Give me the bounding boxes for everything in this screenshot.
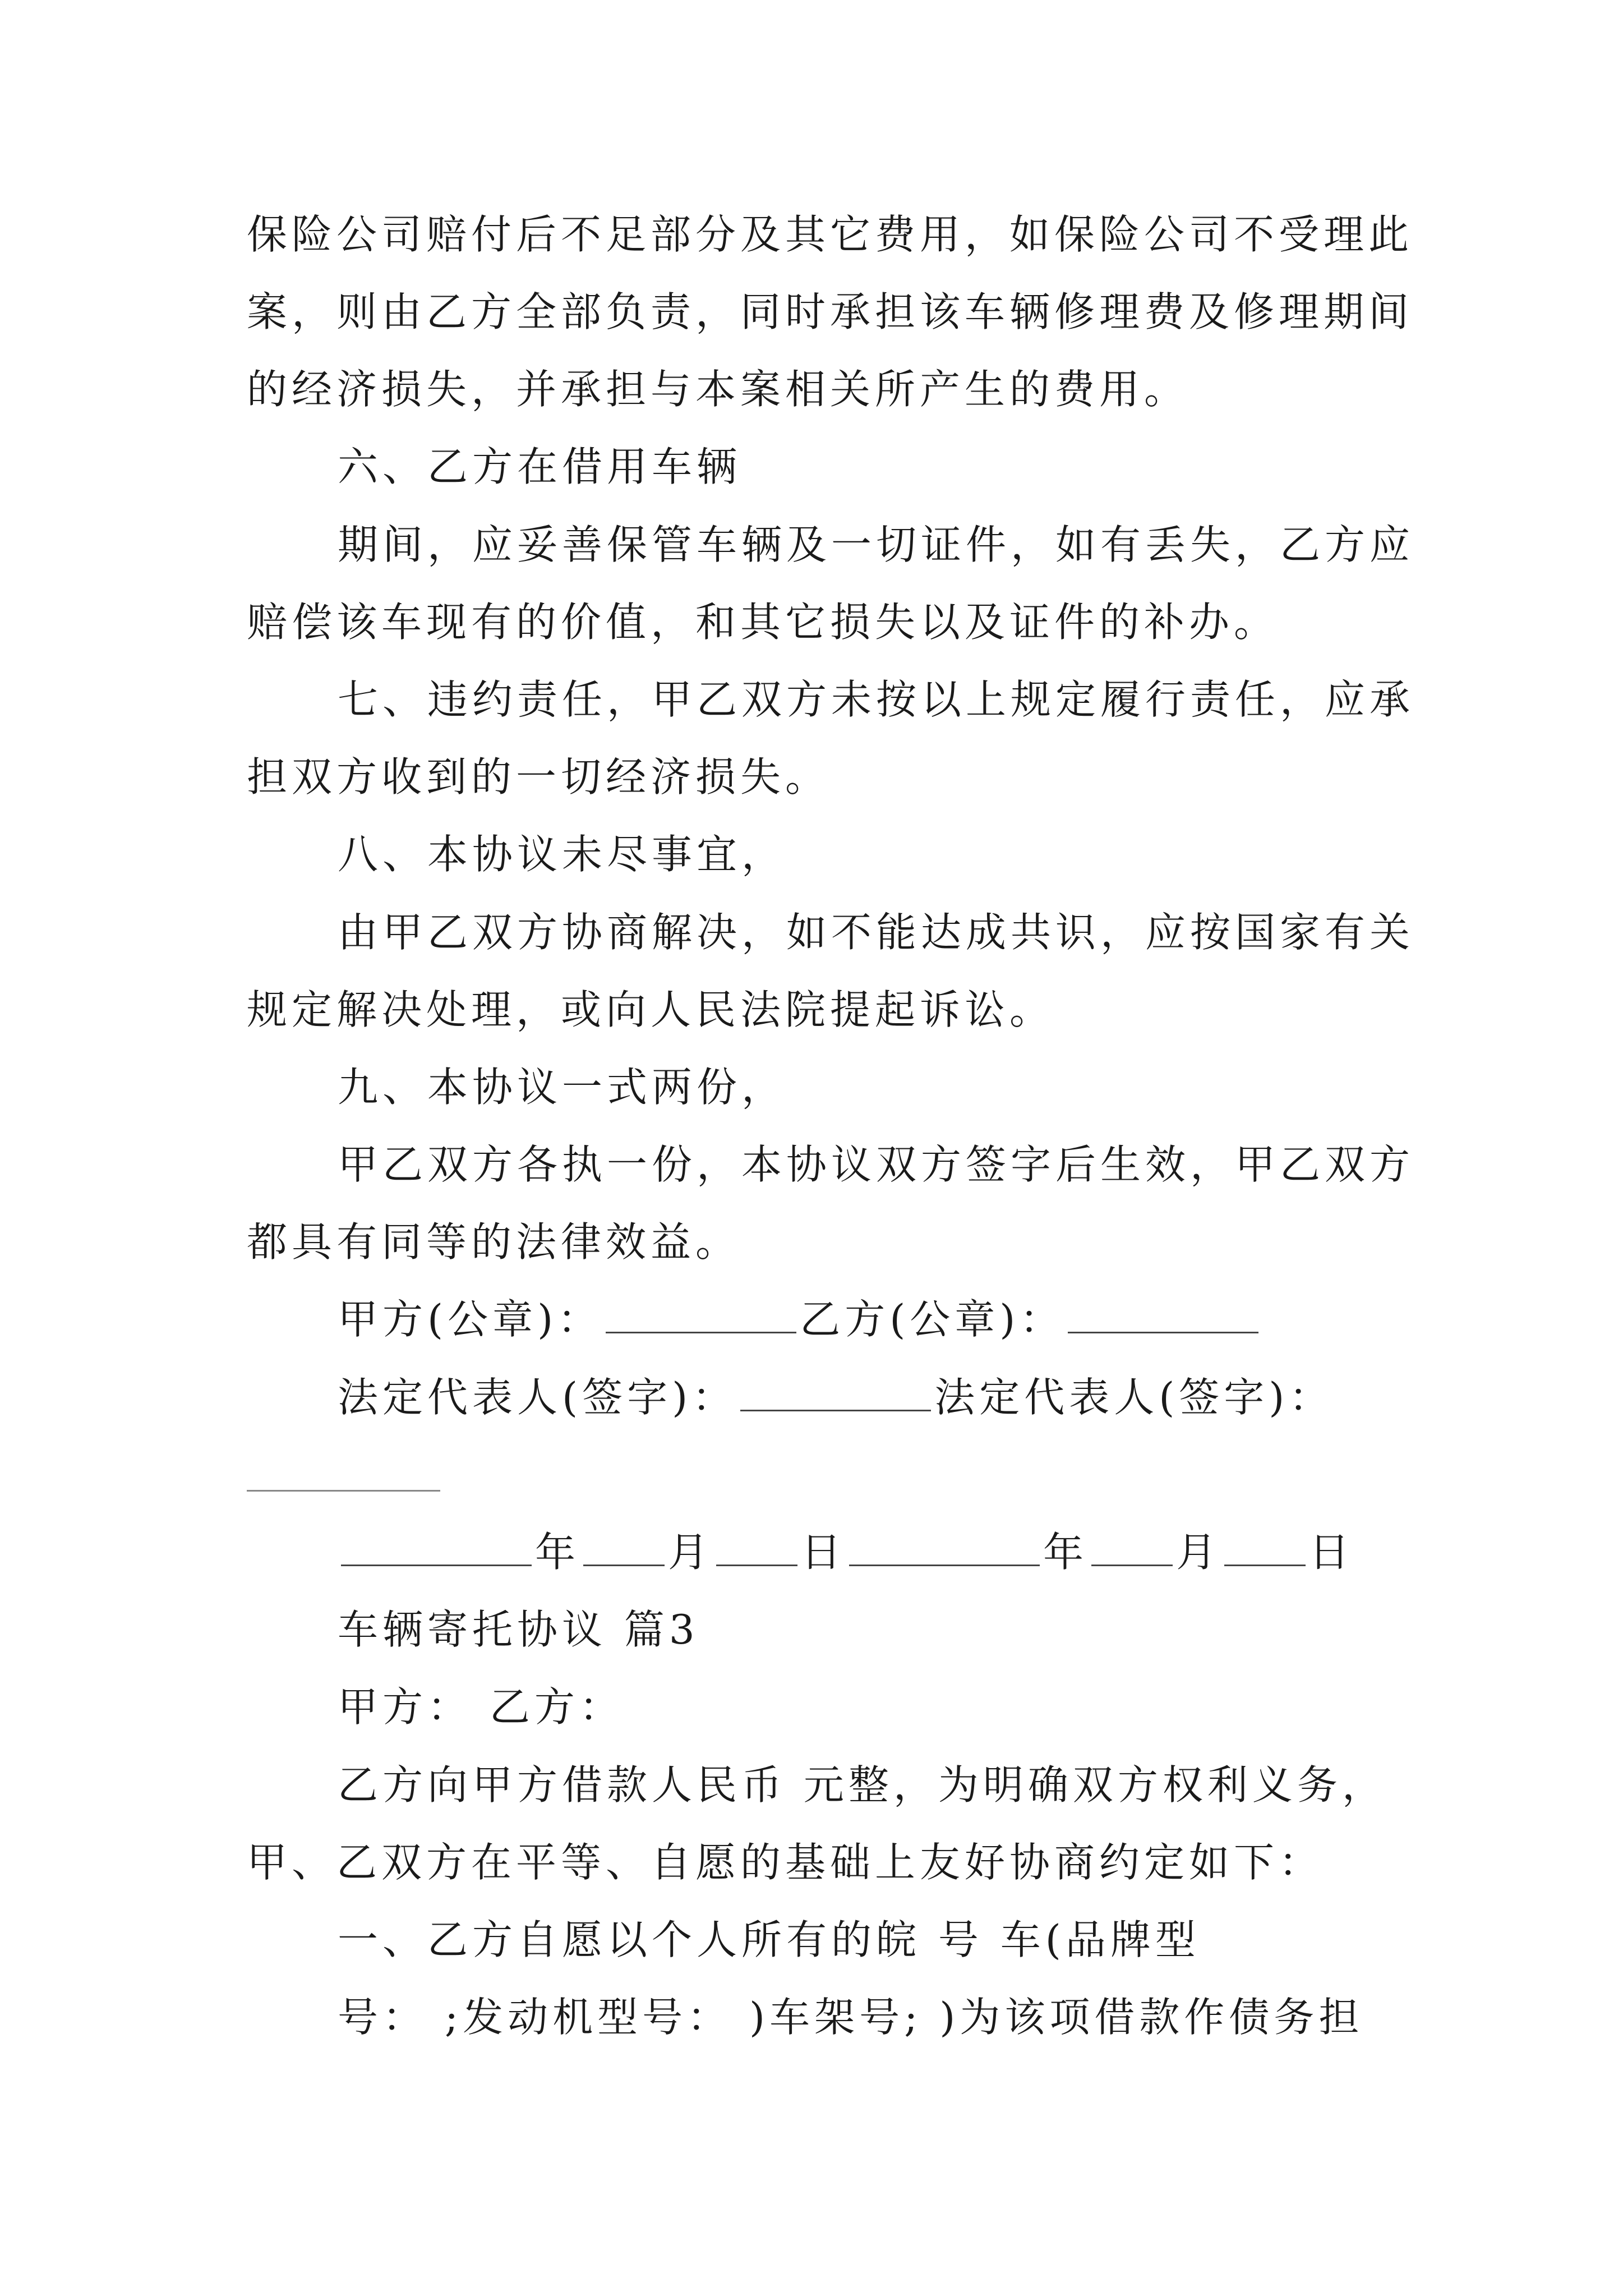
party-a-year-blank[interactable] xyxy=(341,1524,532,1566)
year-label: 年 xyxy=(1043,1529,1089,1576)
paragraph-line: 规定解决处理，或向人民法院提起诉讼。 xyxy=(247,986,1055,1033)
paragraph-line: 案，则由乙方全部负责，同时承担该车辆修理费及修理期间 xyxy=(247,288,1414,335)
party-b-rep-label: 法定代表人(签字)： xyxy=(934,1374,1334,1421)
month-label: 月 xyxy=(668,1529,713,1576)
party-b-seal-blank[interactable] xyxy=(1068,1291,1258,1333)
party-b-year-blank[interactable] xyxy=(849,1524,1040,1566)
party-b-seal-label: 乙方(公章)： xyxy=(800,1296,1065,1343)
party-b-month-blank[interactable] xyxy=(1091,1524,1173,1566)
section-title: 车辆寄托协议 篇3 xyxy=(338,1606,699,1653)
paragraph-line: 乙方向甲方借款人民币 元整，为明确双方权利义务， xyxy=(338,1761,1387,1809)
paragraph-line: 都具有同等的法律效益。 xyxy=(247,1218,741,1266)
signature-line-seals xyxy=(0,1291,1623,1347)
year-label: 年 xyxy=(535,1529,580,1576)
clause-heading: 九、本协议一式两份， xyxy=(338,1064,787,1111)
month-label: 月 xyxy=(1176,1529,1221,1576)
paragraph-line: 甲、乙双方在平等、自愿的基础上友好协商约定如下： xyxy=(247,1839,1324,1886)
clause-heading: 一、乙方自愿以个人所有的皖 号 车(品牌型 xyxy=(338,1916,1200,1963)
party-a-rep-label: 法定代表人(签字)： xyxy=(338,1374,737,1421)
paragraph-line: 由甲乙双方协商解决，如不能达成共识，应按国家有关 xyxy=(338,909,1415,956)
paragraph-line: 期间，应妥善保管车辆及一切证件，如有丢失，乙方应 xyxy=(338,521,1415,568)
clause-heading: 六、乙方在借用车辆 xyxy=(338,443,742,490)
paragraph-line: 的经济损失，并承担与本案相关所产生的费用。 xyxy=(247,366,1189,413)
paragraph-line: 保险公司赔付后不足部分及其它费用，如保险公司不受理此 xyxy=(247,211,1414,258)
party-a-seal-blank[interactable] xyxy=(606,1291,796,1333)
clause-heading: 七、违约责任，甲乙双方未按以上规定履行责任，应承 xyxy=(338,676,1415,723)
party-a-rep-blank[interactable] xyxy=(740,1369,931,1411)
paragraph-line: 担双方收到的一切经济损失。 xyxy=(247,753,831,800)
date-line xyxy=(0,1524,1623,1580)
day-label: 日 xyxy=(801,1529,846,1576)
party-a-day-blank[interactable] xyxy=(716,1524,797,1566)
paragraph-line: 赔偿该车现有的价值，和其它损失以及证件的补办。 xyxy=(247,599,1279,646)
parties-line: 甲方： 乙方： xyxy=(338,1683,624,1731)
clause-heading: 八、本协议未尽事宜， xyxy=(338,831,787,878)
signature-line-representatives xyxy=(0,1369,1623,1425)
party-b-day-blank[interactable] xyxy=(1224,1524,1306,1566)
party-b-rep-blank[interactable] xyxy=(247,1490,440,1492)
paragraph-line: 号： ;发动机型号： )车架号; )为该项借款作债务担 xyxy=(338,1994,1364,2041)
day-label: 日 xyxy=(1309,1529,1354,1576)
paragraph-line: 甲乙双方各执一份，本协议双方签字后生效，甲乙双方 xyxy=(338,1141,1415,1188)
party-a-seal-label: 甲方(公章)： xyxy=(338,1296,603,1343)
party-a-month-blank[interactable] xyxy=(583,1524,665,1566)
